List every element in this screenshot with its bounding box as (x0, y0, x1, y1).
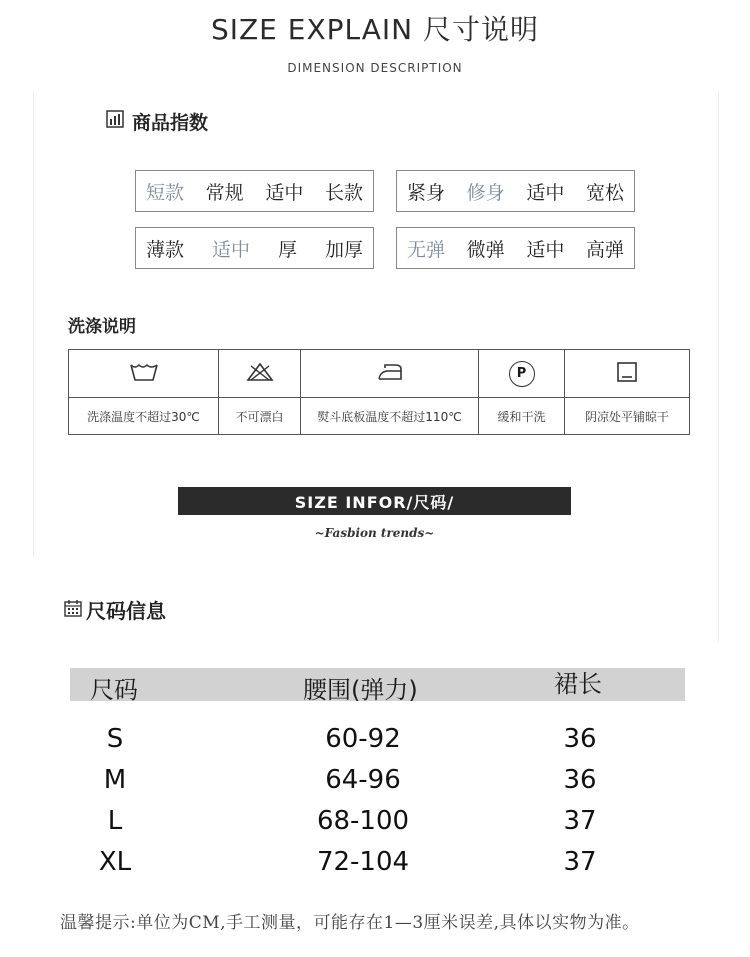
wash-heading: 洗涤说明 (68, 317, 136, 337)
frame-divider-right (718, 92, 719, 642)
size-cell: M (103, 765, 127, 795)
index-option: 无弹 (407, 238, 446, 261)
index-option: 修身 (466, 181, 505, 204)
size-cell: XL (98, 847, 132, 877)
wash-tub-icon (129, 368, 159, 387)
wash-icon-cell (69, 350, 219, 398)
index-option: 薄款 (146, 238, 185, 261)
waist-cell: 64-96 (325, 765, 401, 795)
index-option: 厚 (277, 238, 297, 261)
size-info-heading-text: 尺码信息 (86, 599, 166, 623)
length-cell: 36 (563, 724, 597, 754)
wash-icon-cell (301, 350, 479, 398)
index-option: 高弹 (585, 238, 624, 261)
wash-icon-cell (565, 350, 690, 398)
wash-label: 缓和干洗 (479, 398, 565, 435)
wash-label: 不可漂白 (219, 398, 301, 435)
index-option: 适中 (265, 181, 304, 204)
size-cell: L (107, 806, 123, 836)
wash-label: 阴凉处平铺晾干 (565, 398, 690, 435)
index-box-length (135, 170, 374, 212)
index-box-fit (396, 170, 635, 212)
size-info-heading (64, 595, 166, 624)
iron-icon (375, 368, 405, 387)
size-infor-tagline: ~Fasbion trends~ (314, 526, 435, 540)
dry-clean-symbol: P (516, 366, 527, 381)
index-option: 长款 (324, 181, 363, 204)
col-header-waist: 腰围(弹力) (303, 676, 418, 704)
wash-label: 熨斗底板温度不超过110℃ (301, 398, 479, 435)
length-cell: 37 (563, 847, 597, 877)
length-cell: 36 (563, 765, 597, 795)
wash-icon-cell (219, 350, 301, 398)
col-header-length: 裙长 (554, 670, 602, 698)
bar-chart-icon (106, 110, 124, 133)
no-bleach-icon (245, 368, 275, 387)
index-option: 适中 (526, 238, 565, 261)
index-option: 微弹 (466, 238, 505, 261)
calendar-icon (64, 598, 82, 622)
wash-icon-cell (479, 350, 565, 398)
index-box-thickness (135, 227, 374, 269)
wash-instructions-table (68, 349, 690, 435)
size-infor-banner: SIZE INFOR/尺码/ (178, 487, 571, 515)
wash-label-row (69, 398, 690, 435)
dry-clean-p-icon (509, 361, 535, 387)
index-box-elasticity (396, 227, 635, 269)
index-option: 适中 (526, 181, 565, 204)
waist-cell: 72-104 (316, 847, 410, 877)
wash-icon-row (69, 350, 690, 398)
index-option: 紧身 (407, 181, 446, 204)
footer-note: 温馨提示:单位为CM,手工测量，可能存在1—3厘米误差,具体以实物为准。 (60, 913, 640, 933)
frame-divider-left (33, 92, 34, 557)
page-title: SIZE EXPLAIN 尺寸说明 (210, 13, 540, 46)
index-option: 短款 (146, 181, 185, 204)
index-option: 宽松 (585, 181, 624, 204)
length-cell: 37 (563, 806, 597, 836)
product-index-heading (106, 108, 208, 135)
waist-cell: 68-100 (316, 806, 410, 836)
index-option: 加厚 (324, 238, 363, 261)
waist-cell: 60-92 (325, 724, 401, 754)
size-cell: S (106, 724, 124, 754)
col-header-size: 尺码 (90, 676, 138, 704)
index-option: 常规 (205, 181, 244, 204)
dry-flat-icon (615, 369, 639, 388)
page-subtitle: DIMENSION DESCRIPTION (287, 61, 463, 75)
wash-label: 洗涤温度不超过30℃ (69, 398, 219, 435)
index-option: 适中 (211, 238, 250, 261)
product-index-heading-text: 商品指数 (132, 112, 209, 134)
